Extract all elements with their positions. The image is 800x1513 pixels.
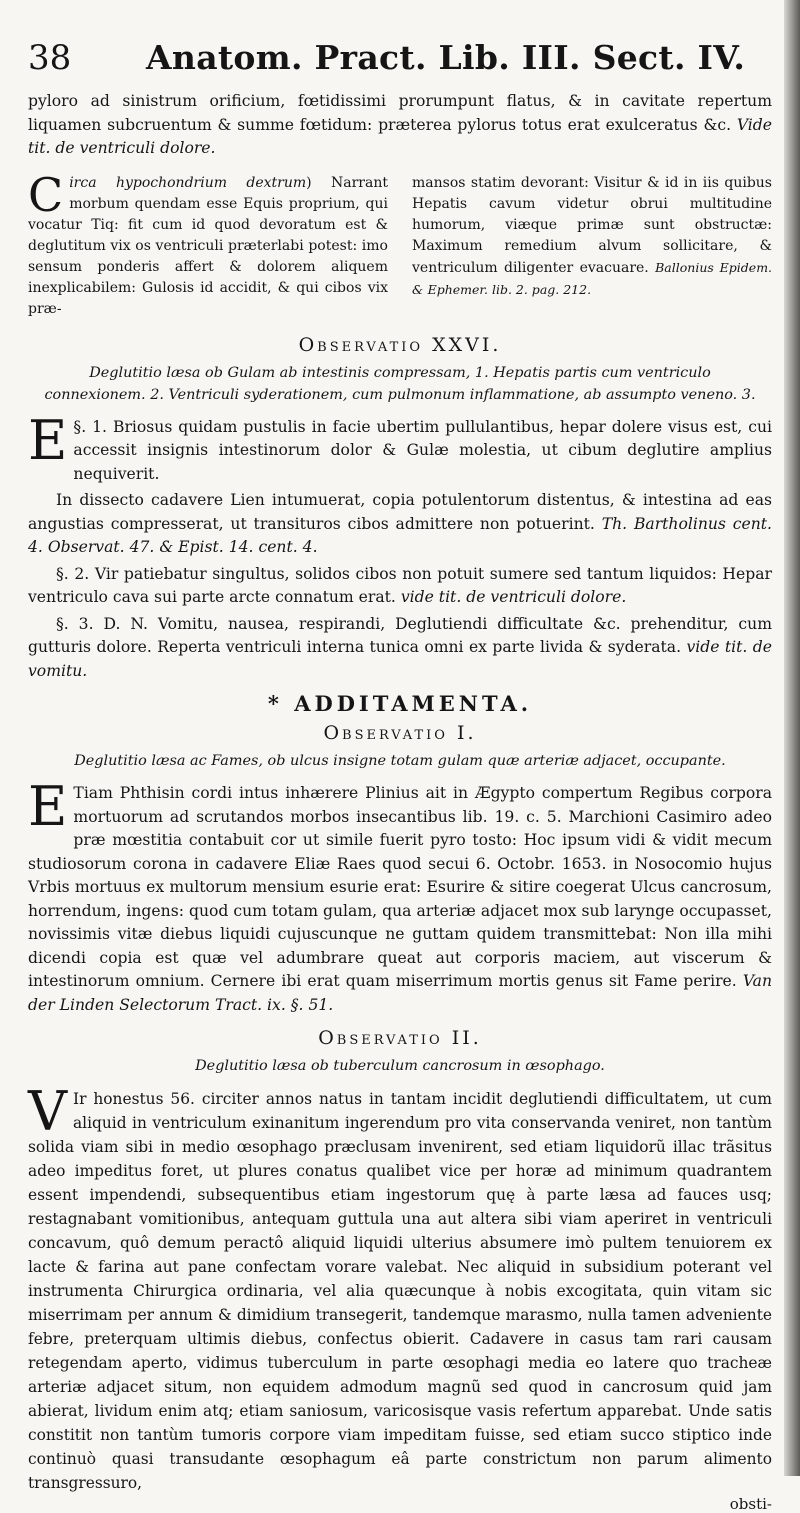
right-column (412, 173, 772, 320)
section-3-paragraph (28, 613, 772, 684)
observation-2-heading: Observatio II. (318, 1027, 482, 1049)
drop-cap: E (28, 408, 68, 472)
running-head (28, 38, 772, 86)
observation-1-paragraph (28, 775, 772, 1017)
section-1b-text: In dissecto cadavere Lien intumuerat, copia potulentorum distentus, & intestina ad eas angustias compresserat, ut transituros cibos admittere non potuerint. (28, 491, 772, 533)
catchword: obsti- (729, 1495, 772, 1513)
observation-1-heading: Observatio I. (323, 722, 477, 744)
section-1-dissection-paragraph (28, 489, 772, 560)
left-column-text (28, 167, 388, 320)
section-2-mark: §. 2. (56, 564, 90, 583)
observation-2-paragraph (28, 1080, 772, 1495)
section-1-text: Briosus quidam pustulis in facie ubertim pullulantibus, hepar dolere visus est, cui accessit insignis intestinorum dolor & Gulæ molestia, ut cibum deglutire amplius nequiverit. (73, 417, 772, 483)
two-column-block (28, 167, 773, 320)
section-2-text: Vir patiebatur singultus, solidos cibos non potuit sumere sed tantum liquidos: Hepar ventriculo cava sui parte arcte connatum erat. (28, 564, 772, 606)
drop-cap: C (28, 167, 64, 222)
drop-cap: E (28, 775, 68, 838)
drop-cap: V (28, 1080, 67, 1143)
section-2-reference: vide tit. de ventriculi dolore. (400, 588, 627, 606)
running-title: Anatom. Pract. Lib. III. Sect. IV. (146, 38, 746, 77)
section-2-paragraph (28, 563, 772, 610)
observation-26-heading: Observatio XXVI. (298, 333, 502, 356)
observation-1-text: Tiam Phthisin cordi intus inhærere Plinius ait in Ægypto compertum Regibus corpora mortuorum ad scrutandos morbos insecantibus lib. 19. c. 5. Marchioni Casimiro adeo præ mœstitia contabuit cor ut simile fuerit pyro tosto: Hoc ipsum vidi & vidit mecum studiosorum corona in cadavere Eliæ Raes quod secui 6. Octobr. 1653. in Nosocomio hujus Vrbis mortuus ex multorum mensium esurie erat: Esurire & sitire coegerat Ulcus cancrosum, horrendum, ingens: quod cum totam gulam, qua arteriæ adjacet mox sub larynge occupasset, novissimis vitæ diebus liquidi cujuscunque ne guttam quidem transmittebat: Non illa mihi dicendi copia est quæ vel adumbrare queat aut corporis maciem, aut viscerum & intestinorum omnium. Cernere ibi erat quam miserrimum mortis genus sit Fame perire. (28, 784, 772, 990)
left-column (28, 167, 388, 320)
observation-26-summary: Deglutitio læsa ob Gulam ab intestinis compressam, 1. Hepatis partis cum ventriculo connexionem. 2. Ventriculi syderationem, cum pulmonum inflammatione, ab assumpto veneno. 3. (44, 364, 756, 403)
intro-reference: Vide tit. de ventriculi dolore. (28, 115, 772, 157)
observation-1-reference: Van der Linden Selectorum Tract. ix. §. 51. (28, 972, 772, 1014)
left-italic-lead: irca hypochondrium dextrum (69, 174, 307, 191)
section-1b-reference: Th. Bartholinus cent. 4. Observat. 47. & Epist. 14. cent. 4. (28, 514, 773, 556)
right-body: mansos statim devorant: Visitur & id in iis quibus Hepatis cavum videtur obrui multitudine humorum, viæque primæ sunt obstructæ: Maximum remedium alvum sollicitare, & ventriculum diligenter evacuare. (412, 174, 772, 276)
left-body: ) Narrant morbum quendam esse Equis proprium, qui vocatur Tiq: fit cum id quod devoratum est & deglutitum vix os ventriculi præterlabi potest: imo sensum ponderis affert & dolorem aliquem inexplicabilem: Gulosis id accidit, & qui cibos vix præ- (28, 174, 388, 317)
observation-2-block (28, 1080, 772, 1495)
intro-paragraph (28, 90, 772, 161)
page-edge-shadow (784, 0, 800, 1476)
observation-2-text: Ir honestus 56. circiter annos natus in tantam incidit deglutiendi difficultatem, ut cum aliquid in ventriculum exinanitum ingerendum pro vita conservanda veniret, non tantùm solida viam sibi in medio œsophago præclusam invenirent, sed etiam liquidorũ illac trãsitus adeo impeditus foret, ut plures conatus qualibet vice per horæ ad minimum quadrantem essent impendendi, subsequentibus etiam ingestorum quę à parte læsa ad fauces usq; restagnabant vomitionibus, antequam guttula una aut altera sibi viam aperiret in ventriculi concavum, quô demum peractô aliquid liquidi ulterius absumere imò pultem tenuiorem ex lacte & farina aut pane confectam vorare valebat. Nec aliquid in subsidium poterant vel instrumenta Chirurgica ordinaria, vel alia quæcunque à nobis excogitata, quin vitam sic miserrimam per annum & dimidium transegerit, tandemque marasmo, nulla tamen adveniente febre, preterquam ultimis diebus, confectus obierit. Cadavere in casus tam rari causam retegendam aperto, vidimus tuberculum in parte œsophagi media eo latere quo tracheæ arteriæ adjacet situm, non equidem admodum magnũ sed quod in cancrosum quid jam abierat, lividum enim atq; etiam saniosum, varicosisque vasis refertum apparebat. Unde satis constitit non tantùm tumoris corpore viam impeditam fuisse, sed etiam succo stiptico inde continuò quasi transudante œsophagum eâ parte constrictum non parum alimento transgressuro, (28, 1090, 772, 1492)
observation-2-summary: Deglutitio læsa ob tuberculum cancrosum in œsophago. (195, 1058, 605, 1074)
intro-text: pyloro ad sinistrum orificium, fœtidissimi prorumpunt flatus, & in cavitate repertum liquamen subcruentum & summe fœtidum: præterea pylorus totus erat exulceratus &c. (28, 92, 772, 134)
section-1-paragraph (28, 408, 772, 487)
right-reference-a: Ballonius Epidem. & (412, 259, 773, 297)
additamenta-heading: * ADDITAMENTA. (267, 691, 533, 716)
page-number: 38 (28, 38, 72, 78)
section-1-mark: §. 1. (73, 417, 108, 436)
right-column-text (412, 173, 772, 301)
right-reference-b: Ephemer. lib. 2. pag. 212. (427, 281, 592, 297)
section-3-mark: §. 3. (56, 614, 94, 633)
section-3-text: D. N. Vomitu, nausea, respirandi, Deglutiendi difficultate &c. prehenditur, cum gutturis dolore. Reperta ventriculi interna tunica omni ex parte livida & syderata. (28, 614, 772, 656)
section-3-reference: vide tit. de vomitu. (28, 638, 773, 680)
observation-1-summary: Deglutitio læsa ac Fames, ob ulcus insigne totam gulam quæ arteriæ adjacet, occupante. (74, 753, 726, 769)
